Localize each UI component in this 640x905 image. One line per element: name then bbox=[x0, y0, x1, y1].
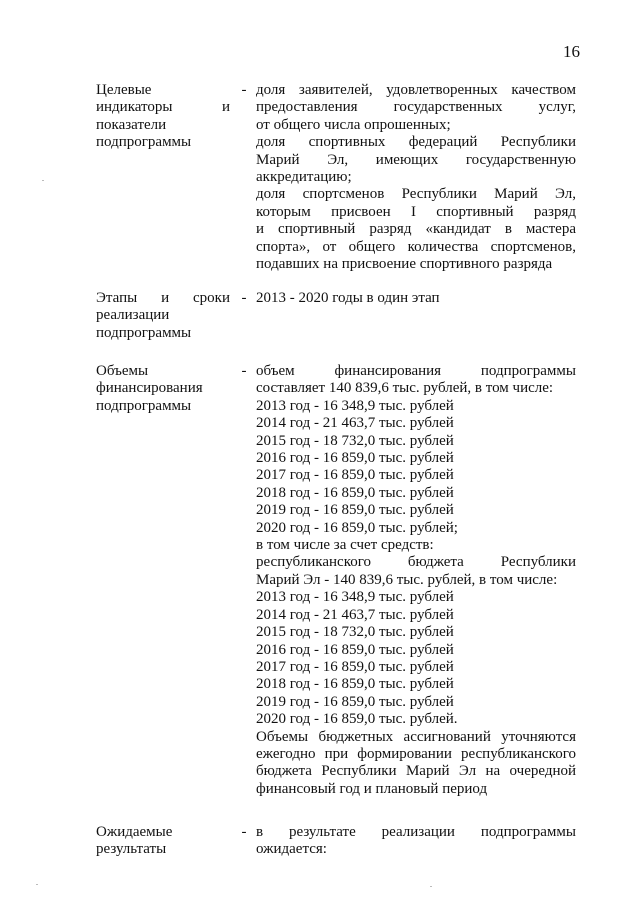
funding-year-line: 2020 год - 16 859,0 тыс. рублей; bbox=[256, 519, 458, 536]
separator-dash: - bbox=[241, 290, 247, 306]
funding-year-line: 2014 год - 21 463,7 тыс. рублей bbox=[256, 415, 454, 432]
section-label bbox=[96, 290, 230, 342]
label-line: Целевые bbox=[96, 82, 152, 98]
content-line: и спортивный разряд «кандидат в мастера bbox=[256, 221, 576, 238]
content-line: ожидается: bbox=[256, 841, 327, 858]
section-content bbox=[256, 363, 576, 798]
section-label bbox=[96, 824, 230, 859]
scan-artifact bbox=[430, 886, 432, 887]
scan-artifact bbox=[36, 884, 38, 885]
content-line: финансовый год и плановый период bbox=[256, 780, 488, 797]
content-line: доля спортсменов Республики Марий Эл, bbox=[256, 186, 576, 203]
funding-year-line: 2018 год - 16 859,0 тыс. рублей bbox=[256, 676, 454, 693]
section-content bbox=[256, 82, 576, 273]
section-label bbox=[96, 82, 230, 152]
separator-dash: - bbox=[241, 824, 247, 840]
funding-year-line: 2014 год - 21 463,7 тыс. рублей bbox=[256, 606, 454, 623]
funding-year-line: 2015 год - 18 732,0 тыс. рублей bbox=[256, 624, 454, 641]
section-label bbox=[96, 363, 230, 415]
funding-year-line: 2016 год - 16 859,0 тыс. рублей bbox=[256, 450, 454, 467]
content-line: в результате реализации подпрограммы bbox=[256, 824, 576, 840]
funding-year-line: 2013 год - 16 348,9 тыс. рублей bbox=[256, 397, 454, 414]
funding-year-line: 2019 год - 16 859,0 тыс. рублей bbox=[256, 693, 454, 710]
scan-artifact bbox=[42, 180, 44, 181]
content-line: от общего числа опрошенных; bbox=[256, 116, 451, 133]
content-line: объем финансирования подпрограммы bbox=[256, 363, 576, 379]
content-line: Объемы бюджетных ассигнований уточняются bbox=[256, 728, 576, 745]
content-line: доля спортивных федераций Республики bbox=[256, 134, 576, 151]
label-line: подпрограммы bbox=[96, 397, 192, 414]
label-line: подпрограммы bbox=[96, 324, 192, 341]
content-line: которым присвоен I спортивный разряд bbox=[256, 203, 576, 220]
section-content bbox=[256, 290, 576, 307]
section-content bbox=[256, 824, 576, 859]
content-line: Марий Эл - 140 839,6 тыс. рублей, в том числе: bbox=[256, 571, 558, 588]
content-line: республиканского бюджета Республики bbox=[256, 554, 576, 571]
content-line: аккредитацию; bbox=[256, 169, 352, 186]
funding-year-line: 2017 год - 16 859,0 тыс. рублей bbox=[256, 467, 454, 484]
funding-year-line: 2020 год - 16 859,0 тыс. рублей. bbox=[256, 711, 458, 728]
content-line: ежегодно при формировании республиканского bbox=[256, 745, 576, 762]
funding-year-line: 2016 год - 16 859,0 тыс. рублей bbox=[256, 641, 454, 658]
content-line: предоставления государственных услуг, bbox=[256, 99, 576, 116]
funding-year-line: 2018 год - 16 859,0 тыс. рублей bbox=[256, 484, 454, 501]
funding-year-line: 2015 год - 18 732,0 тыс. рублей bbox=[256, 432, 454, 449]
separator-dash: - bbox=[241, 363, 247, 379]
content-line: бюджета Республики Марий Эл на очередной bbox=[256, 763, 576, 780]
content-line: доля заявителей, удовлетворенных качеством bbox=[256, 82, 576, 98]
label-line: Объемы bbox=[96, 363, 149, 379]
label-line: подпрограммы bbox=[96, 134, 192, 151]
label-line: индикаторы и bbox=[96, 99, 230, 116]
funding-year-line: 2013 год - 16 348,9 тыс. рублей bbox=[256, 589, 454, 606]
label-line: Ожидаемые bbox=[96, 824, 173, 840]
funding-year-line: 2017 год - 16 859,0 тыс. рублей bbox=[256, 658, 454, 675]
content-line: Марий Эл, имеющих государственную bbox=[256, 151, 576, 168]
content-line: 2013 - 2020 годы в один этап bbox=[256, 290, 440, 306]
separator-dash: - bbox=[241, 82, 247, 98]
label-line: реализации bbox=[96, 307, 170, 324]
funding-year-line: 2019 год - 16 859,0 тыс. рублей bbox=[256, 502, 454, 519]
label-line: результаты bbox=[96, 841, 167, 858]
content-line: спорта», от общего количества спортсменов, bbox=[256, 238, 576, 255]
content-line: подавших на присвоение спортивного разряда bbox=[256, 256, 553, 273]
content-line: составляет 140 839,6 тыс. рублей, в том числе: bbox=[256, 380, 554, 397]
label-line: финансирования bbox=[96, 380, 203, 397]
label-line: Этапы и сроки bbox=[96, 290, 230, 306]
label-line: показатели bbox=[96, 116, 167, 133]
content-line: в том числе за счет средств: bbox=[256, 537, 434, 554]
page-number: 16 bbox=[563, 42, 580, 61]
